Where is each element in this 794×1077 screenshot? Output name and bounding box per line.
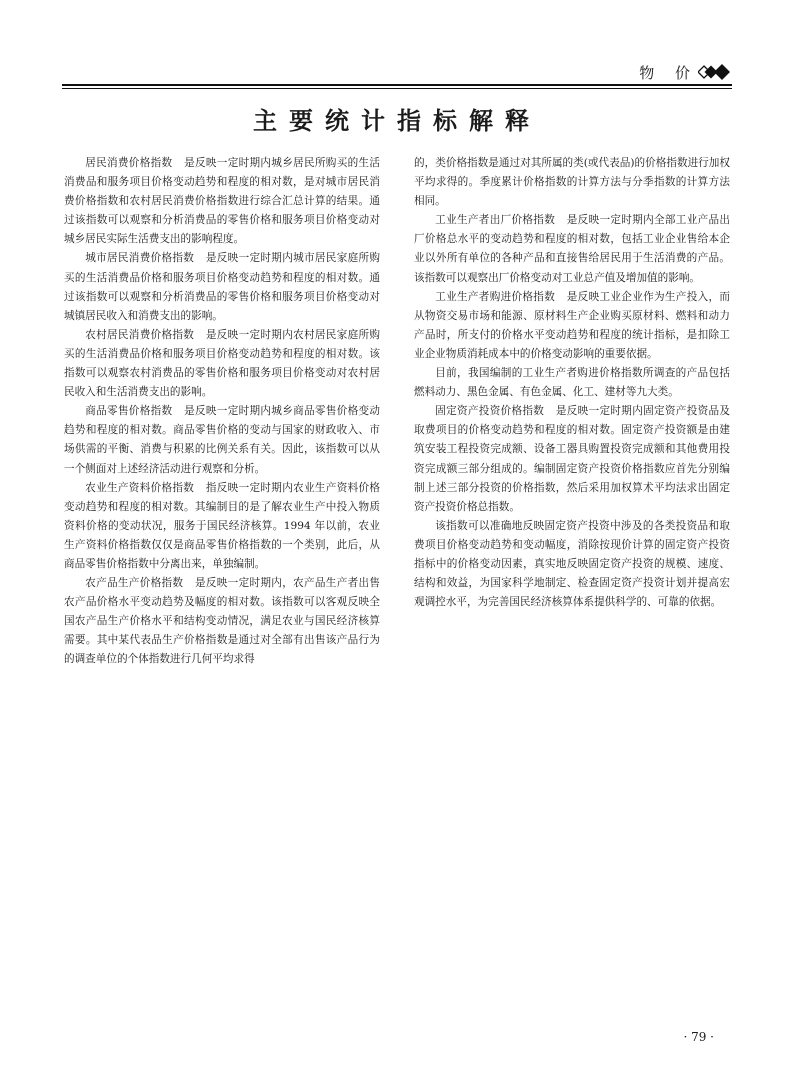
- indicator-term: 工业生产者出厂价格指数: [435, 214, 556, 227]
- indicator-definition: 是反映一定时期内农村居民家庭所购买的生活消费品价格和服务项目价格变动趋势和程度的相对数。该指数可以观察农村消费品的零售价格和服务项目价格变动对农村居民收入和生活消费支出的影响。: [64, 328, 381, 399]
- indicator-definition: 是反映一定时期内固定资产投资品及取费项目的价格变动趋势和程度的相对数。固定资产投资额是由建筑安装工程投资完成额、设备工器具购置投资完成额和其他费用投资完成额三部分组成的。编制固定资产投资价格指数应首先分别编制上述三部分投资的价格指数，然后采用加权算术平均法求出固定资产投资价格总指数。: [414, 405, 731, 513]
- indicator-definition: 是反映工业企业作为生产投入，而从物资交易市场和能源、原材料生产企业购买原材料、燃料和动力产品时，所支付的价格水平变动趋势和程度的统计指标，是扣除工业企业物质消耗成本中的价格变动影响的重要依据。: [414, 290, 731, 360]
- page-title: 主要统计指标解释: [253, 106, 541, 135]
- indicator-definition: 是反映一定时期内全部工业产品出厂价格总水平的变动趋势和程度的相对数，包括工业企业售给本企业以外所有单位的各种产品和直接售给居民用于生活消费的产品。该指数可以观察出厂价格变动对工业总产值及增加值的影响。: [414, 214, 731, 284]
- indicator-definition: 是反映一定时期内城乡商品零售价格变动趋势和程度的相对数。商品零售价格的变动与国家的财政收入、市场供需的平衡、消费与积累的比例关系有关。因此，该指数可以从一个侧面对上述经济活动进行观察和分析。: [64, 405, 381, 475]
- indicator-term: 农业生产资料价格指数: [85, 481, 195, 494]
- paragraph: [64, 326, 380, 402]
- indicator-definition: 该指数可以准确地反映固定资产投资中涉及的各类投资品和取费项目价格变动趋势和变动幅度，消除按现价计算的固定资产投资指标中的价格变动因素，真实地反映固定资产投资的规模、速度、结构和效益，为国家科学地制定、检查固定资产投资计划并提高宏观调控水平，为完善国民经济核算体系提供科学的、可靠的依据。: [414, 519, 730, 609]
- indicator-definition: 是反映一定时期内城乡居民所购买的生活消费品和服务项目价格变动趋势和程度的相对数，是对城市居民消费价格指数和农村居民消费价格指数进行综合汇总计算的结果。通过该指数可以观察和分析消费品的零售价格和服务项目价格变动对城乡居民实际生活费支出的影响程度。: [64, 157, 381, 246]
- left-column: [64, 154, 380, 670]
- paragraph: [414, 154, 730, 211]
- indicator-term: 工业生产者购进价格指数: [435, 290, 556, 303]
- indicator-definition: 是反映一定时期内，农产品生产者出售农产品价格水平变动趋势及幅度的相对数。该指数可以客观反映全国农产品生产价格水平和结构变动情况，满足农业与国民经济核算需要。其中某代表品生产价格指数是通过对全部有出售该产品行为的调查单位的个体指数进行几何平均求得: [64, 577, 381, 666]
- indicator-definition: 的，类价格指数是通过对其所属的类(或代表品)的价格指数进行加权平均求得的。季度累计价格指数的计算方法与分季指数的计算方法相同。: [414, 157, 730, 208]
- indicator-term: 居民消费价格指数: [85, 157, 173, 169]
- indicator-term: 农产品生产价格指数: [85, 577, 184, 590]
- indicator-definition: 是反映一定时期内城市居民家庭所购买的生活消费品价格和服务项目价格变动趋势和程度的相对数。通过该指数可以观察和分析消费品的零售价格和服务项目价格变动对城镇居民收入和消费支出的影响。: [64, 252, 381, 322]
- paragraph: [414, 402, 730, 517]
- header-rule-thin: [62, 88, 732, 89]
- indicator-term: 固定资产投资价格指数: [435, 405, 545, 418]
- paragraph: [64, 402, 380, 478]
- running-header: [62, 60, 732, 84]
- indicator-definition: 指反映一定时期内农业生产资料价格变动趋势和程度的相对数。其编制目的是了解农业生产中投入物质资料价格的变动状况，服务于国民经济核算。1994 年以前，农业生产资料价格指数仅仅是商品零售价格指数的一个类别，此后，从商品零售价格指数中分离出来，单独编制。: [64, 481, 381, 570]
- section-label: 物 价: [639, 64, 698, 82]
- indicator-term: 城市居民消费价格指数: [85, 252, 195, 265]
- indicator-definition: 目前，我国编制的工业生产者购进价格指数所调查的产品包括燃料动力、黑色金属、有色金属、化工、建材等九大类。: [414, 367, 730, 399]
- paragraph: [64, 154, 380, 249]
- indicator-term: 商品零售价格指数: [85, 405, 173, 418]
- page-number: · 79 ·: [683, 1030, 714, 1044]
- diamond-ornament-icon: [698, 64, 732, 80]
- paragraph: [414, 517, 730, 612]
- paragraph: [64, 479, 380, 574]
- indicator-term: 农村居民消费价格指数: [85, 328, 195, 341]
- header-rule: [62, 84, 732, 86]
- paragraph: [64, 249, 380, 325]
- right-column: [414, 154, 730, 612]
- paragraph: [414, 288, 730, 364]
- paragraph: [414, 211, 730, 287]
- paragraph: [64, 574, 380, 669]
- paragraph: [414, 364, 730, 402]
